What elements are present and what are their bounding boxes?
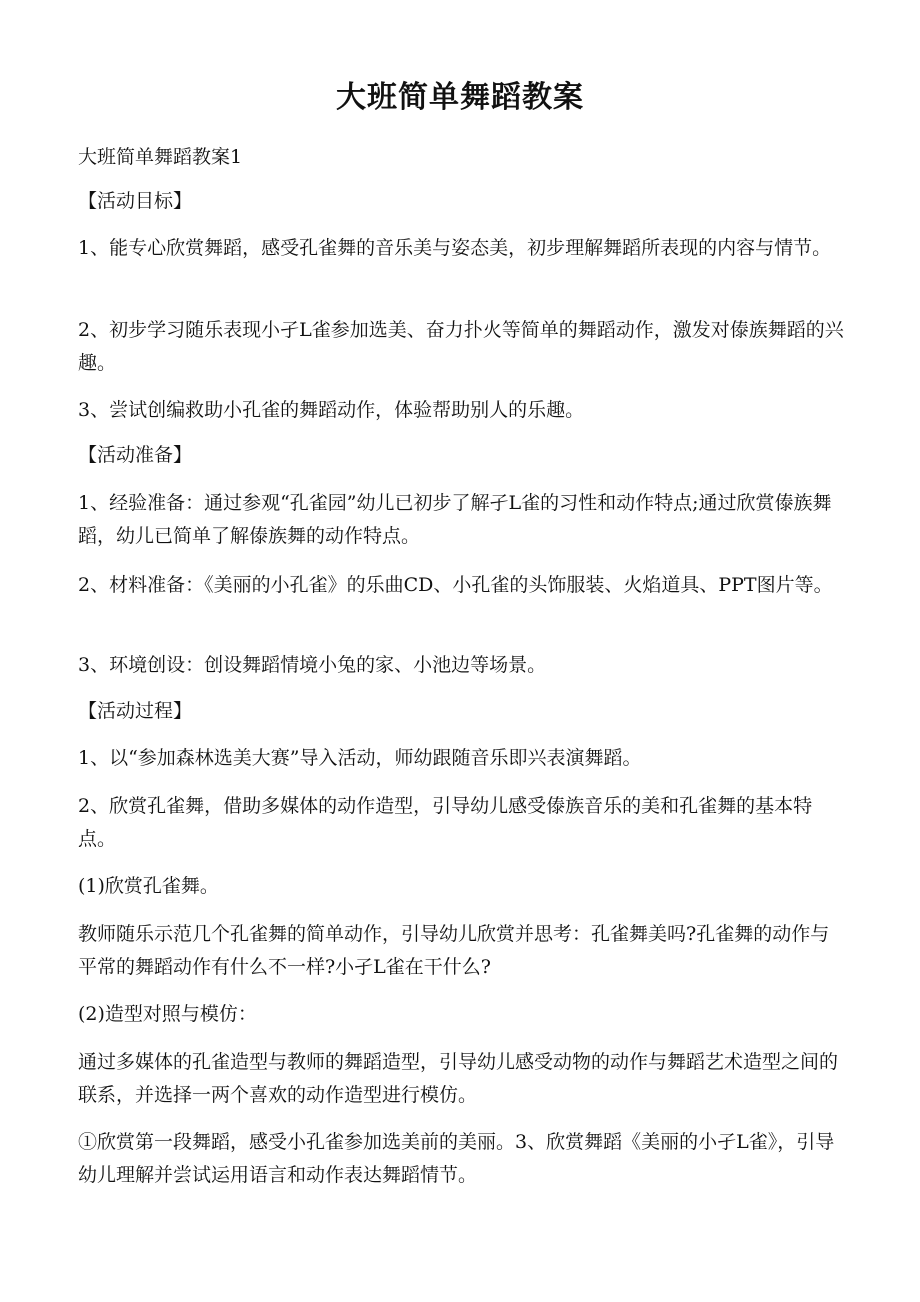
paragraph-process-2: 2、欣赏孔雀舞，借助多媒体的动作造型，引导幼儿感受傣族音乐的美和孔雀舞的基本特点。 [78, 795, 813, 850]
paragraph-multimedia: 通过多媒体的孔雀造型与教师的舞蹈造型，引导幼儿感受动物的动作与舞蹈艺术造型之间的联系，并选择一两个喜欢的动作造型进行模仿。 [78, 1051, 839, 1106]
paragraph-goal-3: 3、尝试创编救助小孔雀的舞蹈动作，体验帮助别人的乐趣。 [78, 399, 585, 421]
paragraph-teacher-demo: 教师随乐示范几个孔雀舞的简单动作，引导幼儿欣赏并思考：孔雀舞美吗?孔雀舞的动作与平常的舞蹈动作有什么不一样?小孑L雀在干什么? [78, 923, 830, 978]
paragraph-goal-2: 2、初步学习随乐表现小孑L雀参加选美、奋力扑火等简单的舞蹈动作，激发对傣族舞蹈的兴趣。 [78, 319, 844, 374]
paragraph-prep-1: 1、经验准备：通过参观“孔雀园”幼儿已初步了解孑L雀的习性和动作特点;通过欣赏傣族舞蹈，幼儿已简单了解傣族舞的动作特点。 [78, 492, 832, 547]
document-title: 大班简单舞蹈教案 [336, 80, 584, 115]
paragraph-first-dance: ①欣赏第一段舞蹈，感受小孔雀参加选美前的美丽。3、欣赏舞蹈《美丽的小孑L雀》，引导幼儿理解并尝试运用语言和动作表达舞蹈情节。 [78, 1131, 835, 1186]
paragraph-heading-process: 【活动过程】 [78, 700, 193, 722]
paragraph-prep-3: 3、环境创设：创设舞蹈情境小兔的家、小池边等场景。 [78, 654, 547, 676]
paragraph-goal-1: 1、能专心欣赏舞蹈，感受孔雀舞的音乐美与姿态美，初步理解舞蹈所表现的内容与情节。 [78, 237, 832, 259]
paragraph-process-2-2: (2)造型对照与模仿： [78, 1003, 257, 1025]
paragraph-process-1: 1、以“参加森林选美大赛”导入活动，师幼跟随音乐即兴表演舞蹈。 [78, 747, 642, 769]
paragraph-subtitle: 大班简单舞蹈教案1 [78, 146, 243, 168]
paragraph-heading-preparation: 【活动准备】 [78, 444, 193, 466]
paragraph-heading-goals: 【活动目标】 [78, 190, 193, 212]
paragraph-process-2-1: (1)欣赏孔雀舞。 [78, 875, 219, 897]
paragraph-prep-2: 2、材料准备：《美丽的小孔雀》的乐曲CD、小孔雀的头饰服装、火焰道具、PPT图片等。 [78, 574, 833, 596]
